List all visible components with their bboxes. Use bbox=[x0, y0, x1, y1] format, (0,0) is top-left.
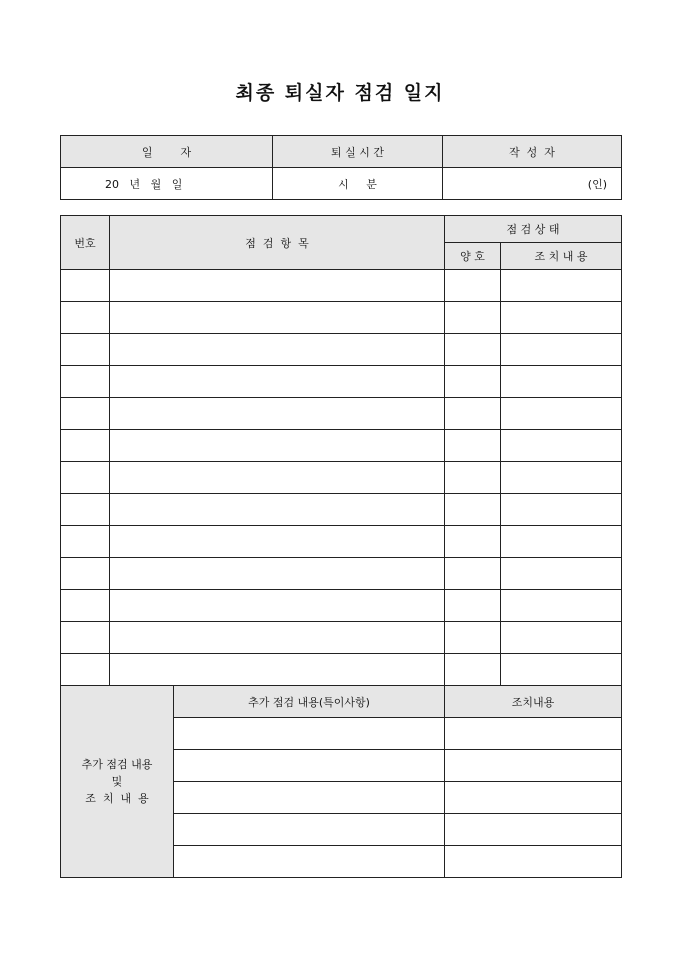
additional-content-cell[interactable] bbox=[174, 750, 445, 782]
item-cell[interactable] bbox=[110, 526, 445, 558]
item-cell[interactable] bbox=[110, 366, 445, 398]
item-cell[interactable] bbox=[110, 622, 445, 654]
table-row bbox=[61, 622, 622, 654]
number-cell[interactable] bbox=[61, 590, 110, 622]
number-cell[interactable] bbox=[61, 366, 110, 398]
action-cell[interactable] bbox=[501, 590, 622, 622]
additional-content-cell[interactable] bbox=[174, 846, 445, 878]
table-row bbox=[61, 366, 622, 398]
table-row bbox=[61, 654, 622, 686]
writer-label: 작 성 자 bbox=[443, 136, 622, 168]
item-cell[interactable] bbox=[110, 302, 445, 334]
checklist-table bbox=[60, 215, 622, 878]
good-cell[interactable] bbox=[445, 366, 501, 398]
good-cell[interactable] bbox=[445, 430, 501, 462]
action-cell[interactable] bbox=[501, 558, 622, 590]
good-cell[interactable] bbox=[445, 462, 501, 494]
number-cell[interactable] bbox=[61, 654, 110, 686]
item-cell[interactable] bbox=[110, 494, 445, 526]
action-cell[interactable] bbox=[501, 654, 622, 686]
additional-content-header: 추가 점검 내용(특이사항) bbox=[174, 686, 445, 718]
number-cell[interactable] bbox=[61, 558, 110, 590]
item-cell[interactable] bbox=[110, 590, 445, 622]
item-cell[interactable] bbox=[110, 430, 445, 462]
action-cell[interactable] bbox=[501, 334, 622, 366]
item-cell[interactable] bbox=[110, 462, 445, 494]
item-cell[interactable] bbox=[110, 270, 445, 302]
action-cell[interactable] bbox=[501, 398, 622, 430]
additional-label bbox=[61, 686, 174, 878]
additional-label-line1: 추가 점검 내용 bbox=[81, 758, 153, 771]
action-cell[interactable] bbox=[501, 494, 622, 526]
additional-action-cell[interactable] bbox=[445, 846, 622, 878]
number-cell[interactable] bbox=[61, 494, 110, 526]
action-cell[interactable] bbox=[501, 302, 622, 334]
action-cell[interactable] bbox=[501, 270, 622, 302]
action-cell[interactable] bbox=[501, 430, 622, 462]
time-field[interactable]: 시 분 bbox=[273, 168, 443, 200]
number-cell[interactable] bbox=[61, 622, 110, 654]
good-cell[interactable] bbox=[445, 302, 501, 334]
additional-content-cell[interactable] bbox=[174, 814, 445, 846]
good-cell[interactable] bbox=[445, 590, 501, 622]
table-row bbox=[61, 590, 622, 622]
table-row bbox=[61, 430, 622, 462]
table-row bbox=[61, 302, 622, 334]
number-cell[interactable] bbox=[61, 430, 110, 462]
date-field[interactable]: 20 년 월 일 bbox=[61, 168, 273, 200]
action-cell[interactable] bbox=[501, 366, 622, 398]
number-cell[interactable] bbox=[61, 302, 110, 334]
item-cell[interactable] bbox=[110, 558, 445, 590]
good-cell[interactable] bbox=[445, 494, 501, 526]
item-cell[interactable] bbox=[110, 334, 445, 366]
table-row bbox=[61, 270, 622, 302]
date-label: 일 자 bbox=[61, 136, 273, 168]
additional-content-cell[interactable] bbox=[174, 782, 445, 814]
number-cell[interactable] bbox=[61, 462, 110, 494]
number-cell[interactable] bbox=[61, 334, 110, 366]
page-title: 최종 퇴실자 점검 일지 bbox=[235, 82, 445, 104]
action-cell[interactable] bbox=[501, 462, 622, 494]
good-cell[interactable] bbox=[445, 526, 501, 558]
good-cell[interactable] bbox=[445, 558, 501, 590]
good-header: 양 호 bbox=[445, 243, 501, 270]
good-cell[interactable] bbox=[445, 622, 501, 654]
action-header: 조 치 내 용 bbox=[501, 243, 622, 270]
additional-label-line3: 조 치 내 용 bbox=[85, 792, 149, 805]
good-cell[interactable] bbox=[445, 334, 501, 366]
additional-label-line2: 및 bbox=[111, 775, 123, 788]
additional-content-cell[interactable] bbox=[174, 718, 445, 750]
status-header: 점 검 상 태 bbox=[445, 216, 622, 243]
additional-action-cell[interactable] bbox=[445, 782, 622, 814]
good-cell[interactable] bbox=[445, 270, 501, 302]
table-row bbox=[61, 494, 622, 526]
good-cell[interactable] bbox=[445, 654, 501, 686]
action-cell[interactable] bbox=[501, 622, 622, 654]
item-header: 점 검 항 목 bbox=[110, 216, 445, 270]
table-row bbox=[61, 526, 622, 558]
additional-action-cell[interactable] bbox=[445, 718, 622, 750]
number-cell[interactable] bbox=[61, 270, 110, 302]
number-cell[interactable] bbox=[61, 526, 110, 558]
action-cell[interactable] bbox=[501, 526, 622, 558]
additional-action-header: 조치내용 bbox=[445, 686, 622, 718]
table-row bbox=[61, 334, 622, 366]
table-row bbox=[61, 398, 622, 430]
good-cell[interactable] bbox=[445, 398, 501, 430]
writer-field[interactable]: (인) bbox=[443, 168, 622, 200]
header-table bbox=[60, 135, 622, 200]
additional-action-cell[interactable] bbox=[445, 814, 622, 846]
table-row bbox=[61, 462, 622, 494]
item-cell[interactable] bbox=[110, 654, 445, 686]
number-header: 번호 bbox=[61, 216, 110, 270]
number-cell[interactable] bbox=[61, 398, 110, 430]
additional-action-cell[interactable] bbox=[445, 750, 622, 782]
table-row bbox=[61, 558, 622, 590]
item-cell[interactable] bbox=[110, 398, 445, 430]
time-label: 퇴 실 시 간 bbox=[273, 136, 443, 168]
